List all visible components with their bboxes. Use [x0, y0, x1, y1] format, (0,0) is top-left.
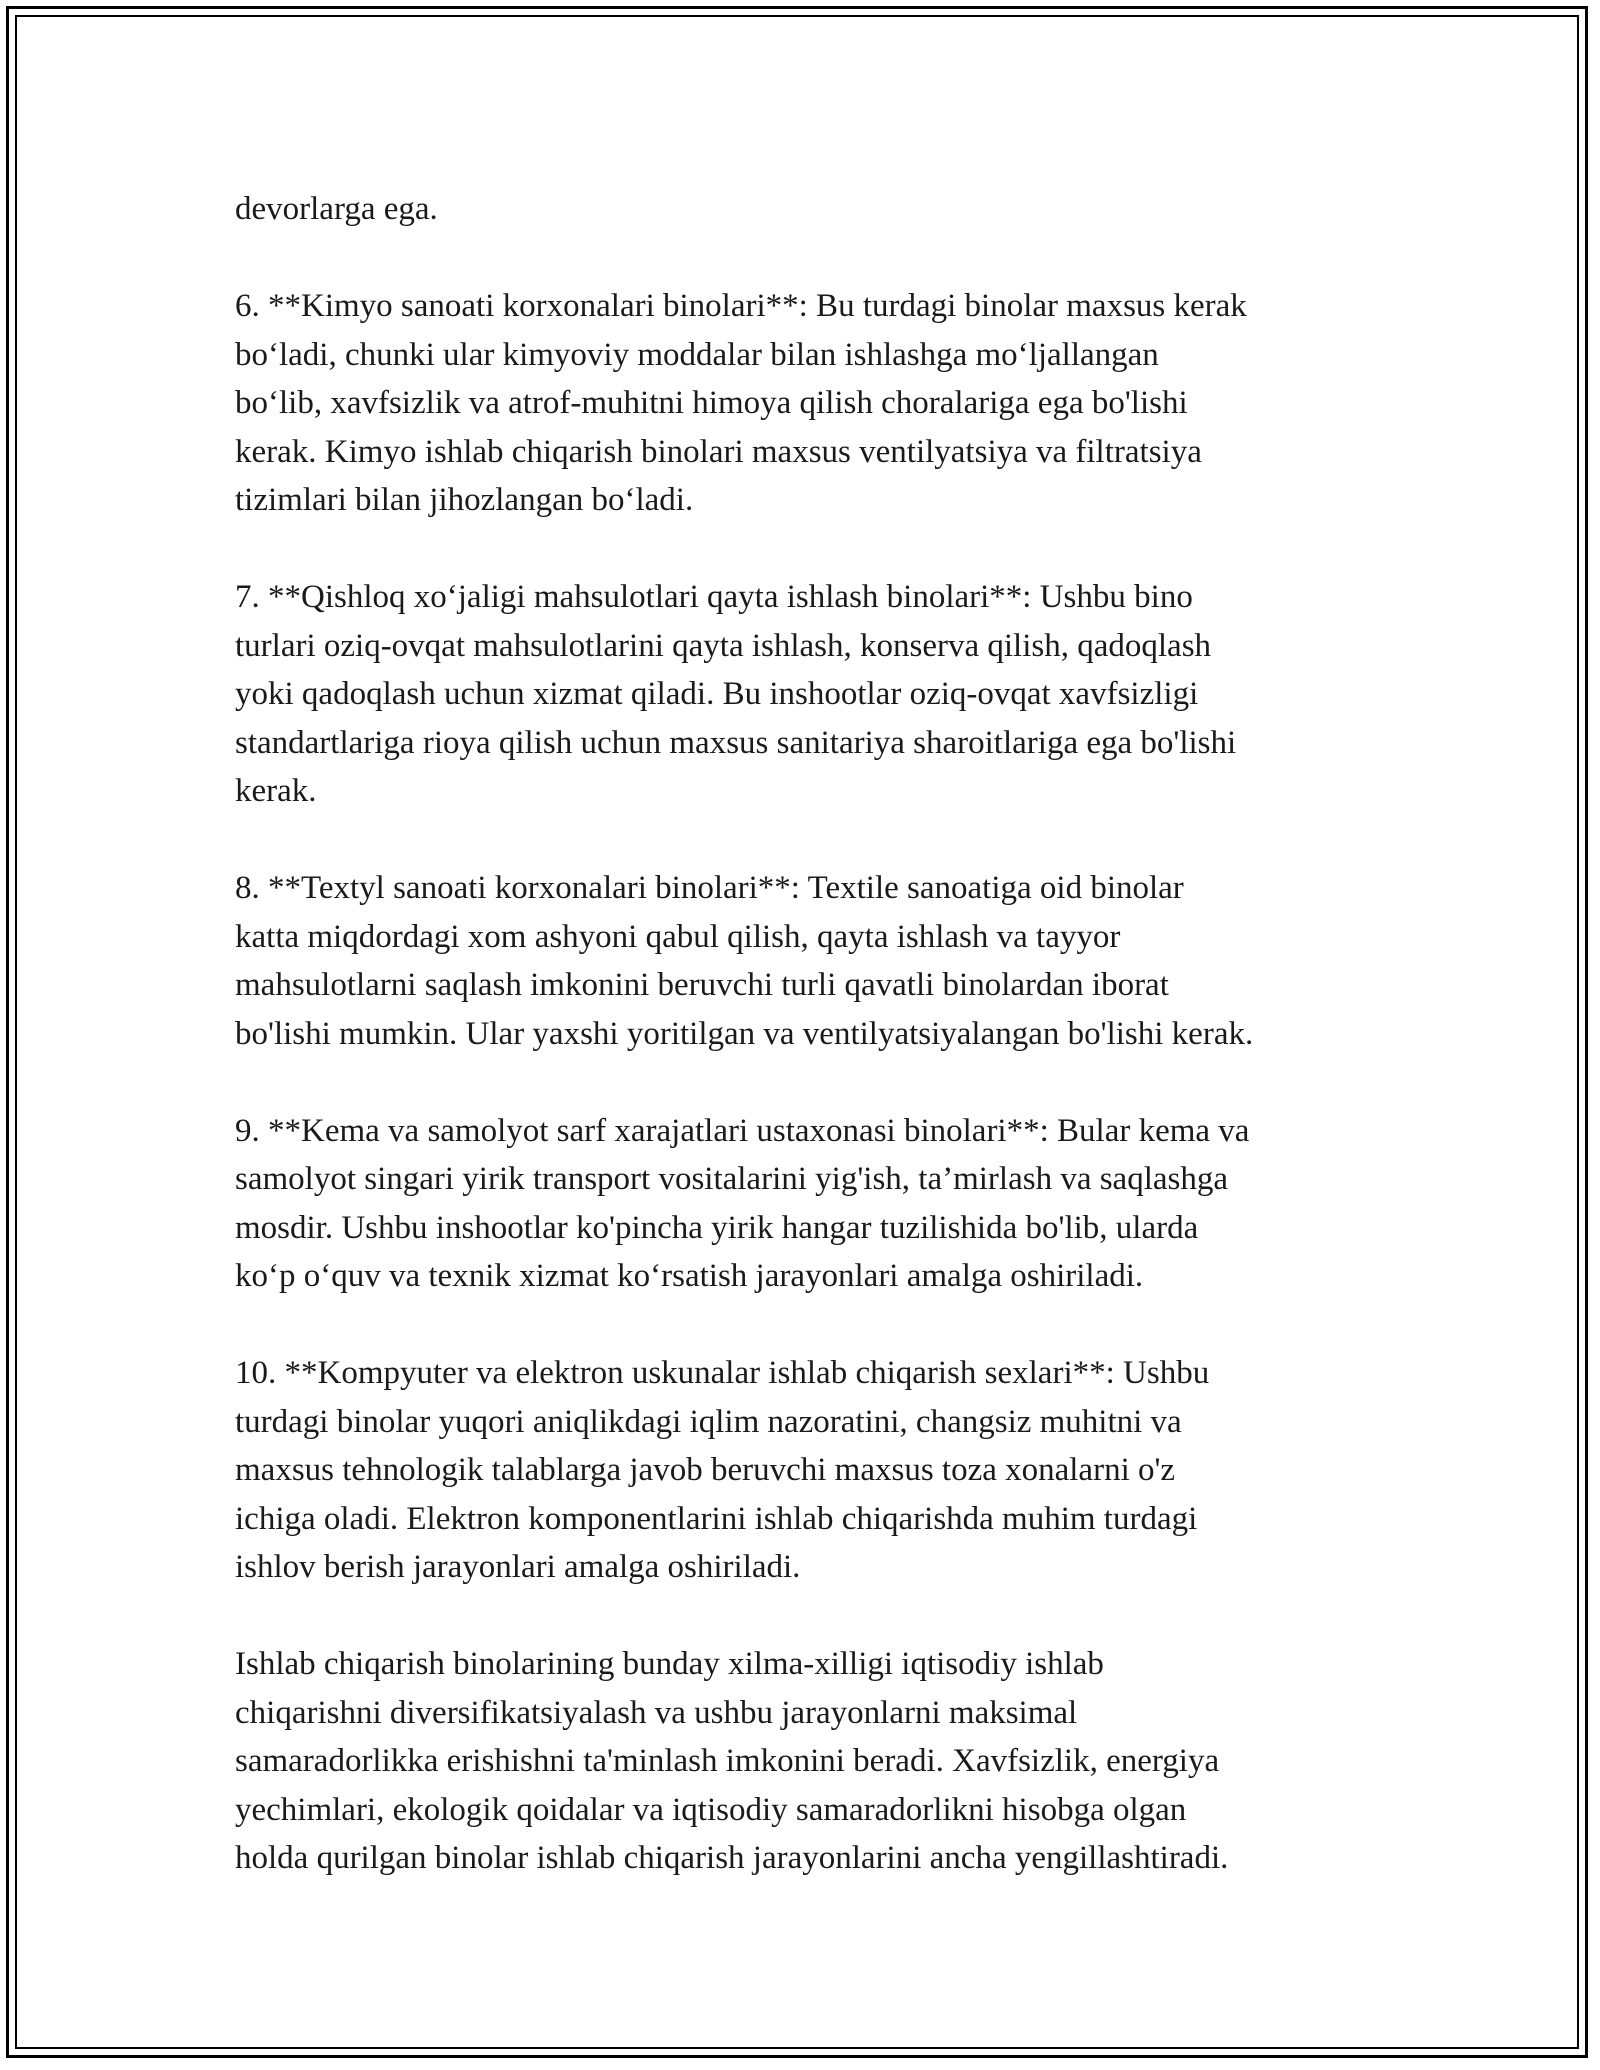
paragraph-conclusion: Ishlab chiqarish binolarining bunday xilma-xilligi iqtisodiy ishlab chiqarishni diversifikatsiyalash va ushbu jarayonlarni maksimal samaradorlikka erishishni ta'minlash imkonini beradi. Xavfsizlik, energiya yechimlari, ekologik qoidalar va iqtisodiy samaradorlikni hisobga olgan holda qurilgan binolar ishlab chiqarish jarayonlarini ancha yengillashtiradi.	[235, 1646, 1229, 1876]
paragraph-item-10: 10. **Kompyuter va elektron uskunalar ishlab chiqarish sexlari**: Ushbu turdagi binolar yuqori aniqlikdagi iqlim nazoratini, changsiz muhitni va maxsus tehnologik talablarga javob beruvchi maxsus toza xonalarni o'z ichiga oladi. Elektron komponentlarini ishlab chiqarishda muhim turdagi ishlov berish jarayonlari amalga oshiriladi.	[235, 1355, 1210, 1585]
paragraph-item-9: 9. **Kema va samolyot sarf xarajatlari ustaxonasi binolari**: Bular kema va samolyot singari yirik transport vositalarini yig'ish, ta’mirlash va saqlashga mosdir. Ushbu inshootlar ko'pincha yirik hangar tuzilishida bo'lib, ularda ko‘p o‘quv va texnik xizmat ko‘rsatish jarayonlari amalga oshiriladi.	[235, 1112, 1250, 1294]
paragraph-item-7: 7. **Qishloq xo‘jaligi mahsulotlari qayta ishlash binolari**: Ushbu bino turlari oziq-ovqat mahsulotlarini qayta ishlash, konserva qilish, qadoqlash yoki qadoqlash uchun xizmat qiladi. Bu inshootlar oziq-ovqat xavfsizligi standartlariga rioya qilish uchun maxsus sanitariya sharoitlariga ega bo'lishi kerak.	[235, 579, 1237, 809]
paragraph-continuation: devorlarga ega.	[235, 191, 438, 227]
paragraph-item-8: 8. **Textyl sanoati korxonalari binolari**: Textile sanoatiga oid binolar katta miqdordagi xom ashyoni qabul qilish, qayta ishlash va tayyor mahsulotlarni saqlash imkonini beruvchi turli qavatli binolardan iborat bo'lishi mumkin. Ular yaxshi yoritilgan va ventilyatsiyalangan bo'lishi kerak.	[235, 870, 1254, 1052]
paragraph-item-6: 6. **Kimyo sanoati korxonalari binolari**: Bu turdagi binolar maxsus kerak bo‘ladi, chunki ular kimyoviy moddalar bilan ishlashga mo‘ljallangan bo‘lib, xavfsizlik va atrof-muhitni himoya qilish choralariga ega bo'lishi kerak. Kimyo ishlab chiqarish binolari maxsus ventilyatsiya va filtratsiya tizimlari bilan jihozlangan bo‘ladi.	[235, 288, 1247, 518]
document-body	[235, 185, 1375, 1931]
